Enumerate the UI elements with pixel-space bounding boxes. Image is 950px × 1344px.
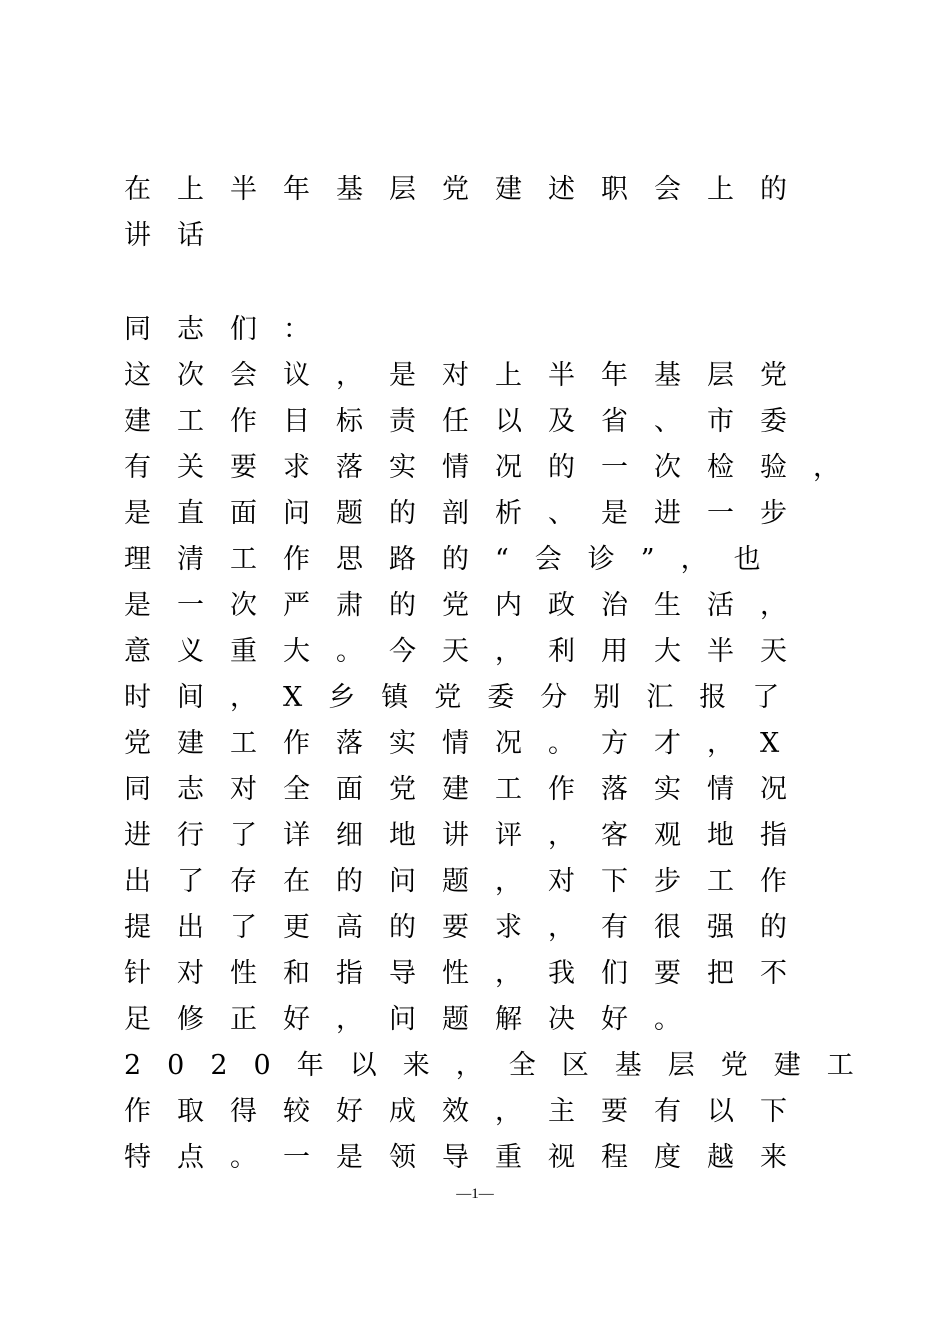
body-line: 同志对全面党建工作落实情况 xyxy=(124,774,813,805)
body-line: 是直面问题的剖析、是进一步 xyxy=(124,498,813,529)
body-line: 针对性和指导性，我们要把不 xyxy=(124,958,813,989)
body-line: 2020年以来，全区基层党建工 xyxy=(124,1050,880,1081)
body-line: 足修正好，问题解决好。 xyxy=(124,1004,707,1035)
body-line: 时间，X乡镇党委分别汇报了 xyxy=(124,682,806,713)
body-line: 意义重大。今天，利用大半天 xyxy=(124,636,813,667)
body-line: 建工作目标责任以及省、市委 xyxy=(124,406,813,437)
body-line: 理清工作思路的“会诊”，也 xyxy=(124,544,787,575)
body-line: 有关要求落实情况的一次检验， xyxy=(124,452,866,483)
body-line: 是一次严肃的党内政治生活， xyxy=(124,590,813,621)
body-line: 提出了更高的要求，有很强的 xyxy=(124,912,813,943)
page-number: —1— xyxy=(456,1186,494,1202)
salutation: 同志们： xyxy=(124,314,336,345)
body-line: 出了存在的问题，对下步工作 xyxy=(124,866,813,897)
body-line: 进行了详细地讲评，客观地指 xyxy=(124,820,813,851)
title-line-1: 在上半年基层党建述职会上的 xyxy=(124,174,813,205)
body-line: 党建工作落实情况。方才，X xyxy=(124,728,806,759)
body-line: 这次会议，是对上半年基层党 xyxy=(124,360,813,391)
body-line: 特点。一是领导重视程度越来 xyxy=(124,1142,813,1173)
title-line-2: 讲话 xyxy=(124,220,230,251)
body-line: 作取得较好成效，主要有以下 xyxy=(124,1096,813,1127)
